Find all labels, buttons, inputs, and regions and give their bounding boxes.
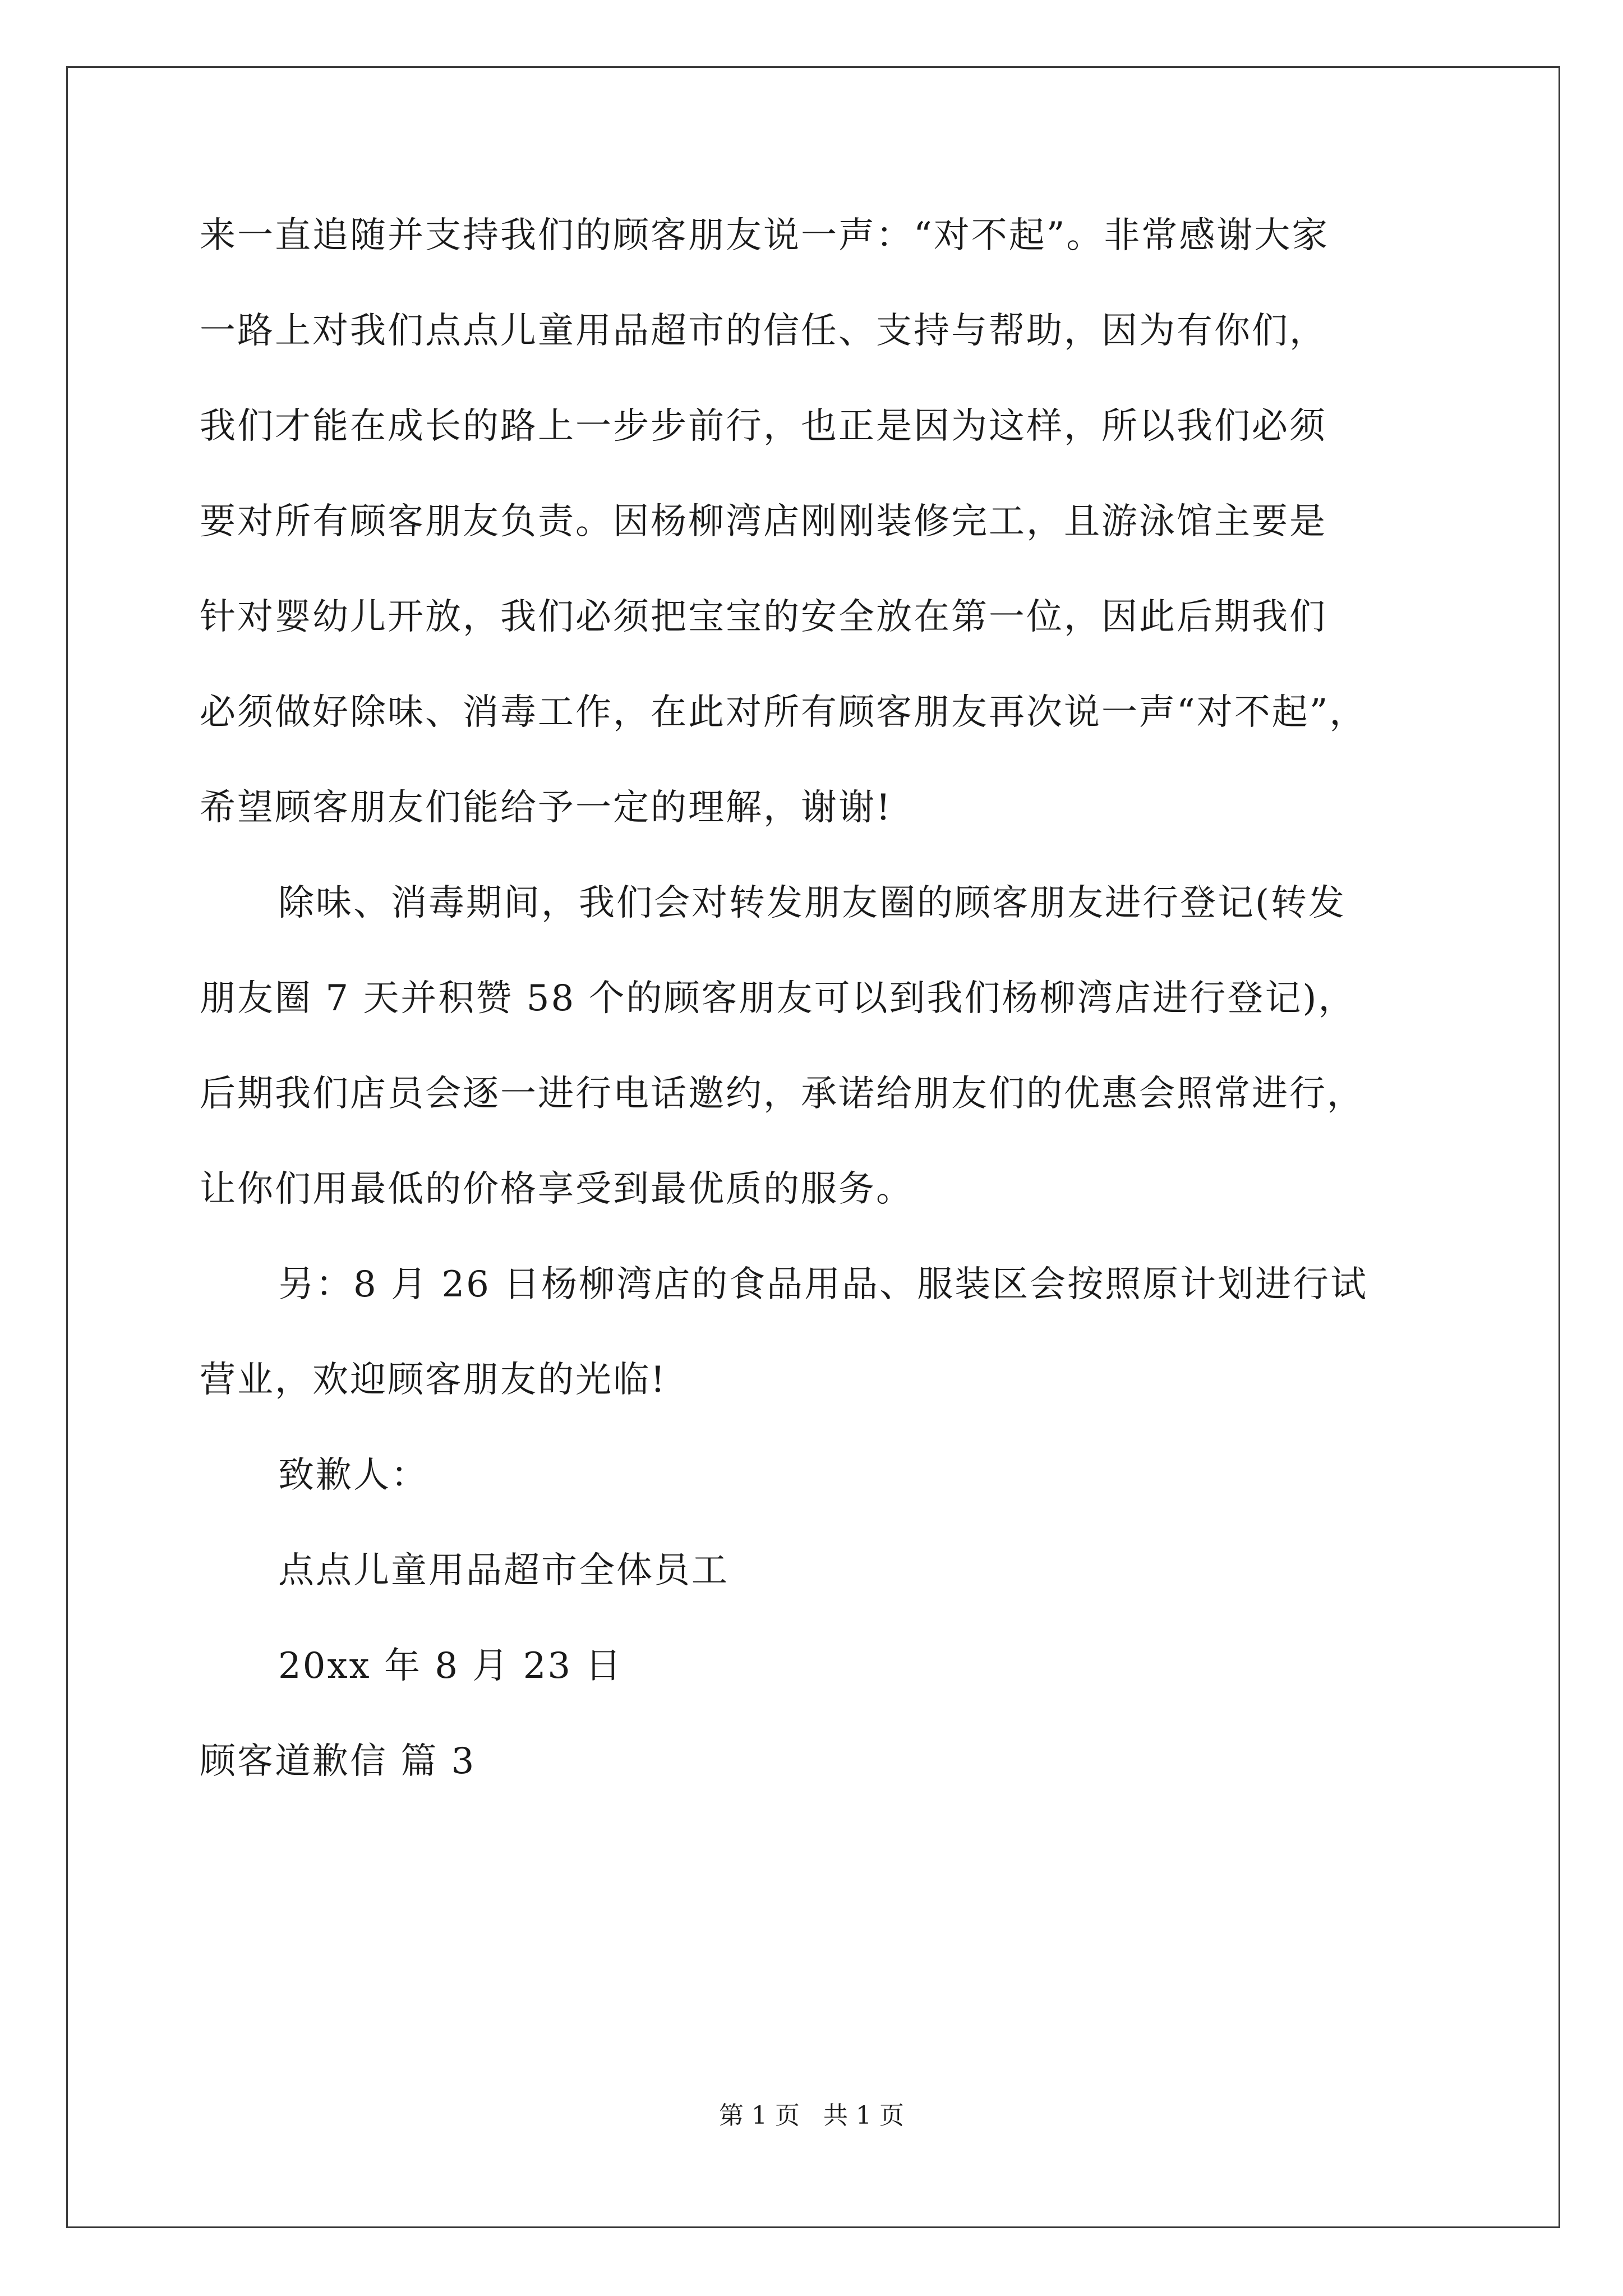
text-line: 针对婴幼儿开放，我们必须把宝宝的安全放在第一位，因此后期我们 <box>200 596 1327 638</box>
text-line: 后期我们店员会逐一进行电话邀约，承诺给朋友们的优惠会照常进行， <box>200 1073 1364 1115</box>
text-line: 来一直追随并支持我们的顾客朋友说一声：“对不起”。非常感谢大家 <box>200 215 1330 256</box>
section-heading: 顾客道歉信 篇 3 <box>200 1741 476 1782</box>
signature-date: 20xx 年 8 月 23 日 <box>278 1645 623 1687</box>
signature-label: 致歉人： <box>278 1455 428 1496</box>
paragraph-first-line: 另：8 月 26 日杨柳湾店的食品用品、服装区会按照原计划进行试 <box>278 1264 1368 1305</box>
text-line: 要对所有顾客朋友负责。因杨柳湾店刚刚装修完工，且游泳馆主要是 <box>200 501 1327 542</box>
paragraph-first-line: 除味、消毒期间，我们会对转发朋友圈的顾客朋友进行登记(转发 <box>278 882 1346 924</box>
page-border <box>66 66 1560 2228</box>
page-number: 第 1 页 共 1 页 <box>719 2101 904 2130</box>
text-line: 一路上对我们点点儿童用品超市的信任、支持与帮助，因为有你们， <box>200 310 1327 352</box>
text-line: 朋友圈 7 天并积赞 58 个的顾客朋友可以到我们杨柳湾店进行登记)， <box>200 978 1356 1019</box>
text-line: 营业，欢迎顾客朋友的光临! <box>200 1359 667 1401</box>
text-line: 让你们用最低的价格享受到最优质的服务。 <box>200 1168 914 1210</box>
text-line: 我们才能在成长的路上一步步前行，也正是因为这样，所以我们必须 <box>200 406 1327 447</box>
signature-name: 点点儿童用品超市全体员工 <box>278 1550 729 1591</box>
text-line: 希望顾客朋友们能给予一定的理解，谢谢! <box>200 787 892 829</box>
text-line: 必须做好除味、消毒工作，在此对所有顾客朋友再次说一声“对不起”， <box>200 692 1367 733</box>
